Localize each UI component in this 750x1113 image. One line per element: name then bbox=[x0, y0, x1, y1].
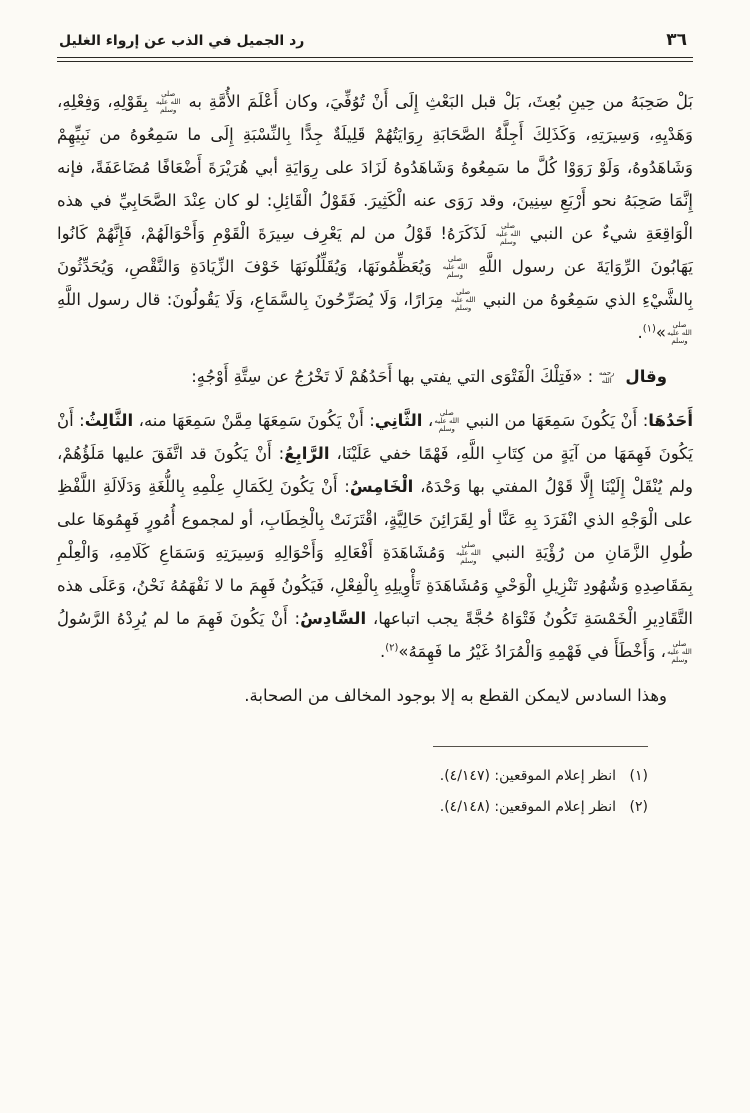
text-run: وقال bbox=[625, 366, 667, 386]
honorific-mark: صلى الله عليه وسلم bbox=[667, 639, 692, 665]
honorific-mark: صلى الله عليه وسلم bbox=[667, 320, 692, 346]
footnote-reference: (١) bbox=[642, 323, 656, 334]
text-run: مِرَارًا، وَلَا يُصَرِّحُونَ بِالسَّمَاعِ، وَلَا يَقُولُونَ: قال رسول اللَّهِ bbox=[57, 289, 450, 309]
text-run: وهذا السادس لايمكن القطع به إلا بوجود المخالف من الصحابة. bbox=[244, 685, 667, 705]
footnote-marker: (١) bbox=[629, 767, 648, 784]
page-number: ٣٦ bbox=[666, 30, 687, 50]
text-run: وَمُشَاهَدَةِ أَفْعَالِهِ وَأَحْوَالِهِ وَسِيرَتِهِ وَسَمَاعِ كَلَامِهِ، وَالْعِلْمِ بِمَقَاصِدِهِ وَشُهُودِ تَنْزِيلِ الْوَحْيِ وَمُشَاهَدَةِ تَأْوِيلِهِ بِالْفِعْلِ، فَيَكُونُ فَهِمَ ما لا نَفْهَمُهُ نَحْنُ، وَعَلَى هذه التَّقَادِيرِ الْخَمْسَةِ تَكُونُ فَتْوَاهُ حُجَّةً يجب اتباعها، bbox=[57, 542, 693, 628]
page-header bbox=[57, 30, 693, 50]
honorific-mark: صلى الله عليه وسلم bbox=[495, 221, 521, 247]
paragraph bbox=[57, 404, 693, 668]
text-run: . bbox=[637, 322, 643, 342]
honorific-mark: صلى الله عليه وسلم bbox=[434, 408, 460, 434]
text-run: : أَنْ يَكُونَ سَمِعَهَا من النبي bbox=[460, 410, 649, 430]
header-double-rule bbox=[57, 57, 693, 62]
footnotes-section bbox=[57, 746, 693, 823]
paragraph bbox=[57, 360, 693, 393]
text-run: الْخَامِسُ bbox=[349, 476, 414, 496]
text-run: ، وَأَخْطَأَ في فَهْمِهِ وَالْمُرَادُ غَيْرُ ما فَهِمَهُ» bbox=[398, 641, 666, 661]
footnote-reference: (٢) bbox=[385, 642, 399, 653]
text-run: . bbox=[379, 641, 386, 661]
text-run: بَلْ صَحِبَهُ من حِينِ بُعِثَ، بَلْ قبل البَعْثِ إِلَى أَنْ تُوُفِّيَ، وكان أَعْلَمَ الأُمَّةِ به bbox=[181, 91, 693, 111]
text-run: » bbox=[655, 322, 666, 342]
text-run: : «فَتِلْكَ الْفَتْوَى التي يفتي بها أَحَدُهُمْ لَا تَخْرُجُ عن سِتَّةِ أَوْجُهٍ: bbox=[191, 366, 594, 386]
honorific-mark: صلى الله عليه وسلم bbox=[442, 254, 468, 280]
text-run: وَيُعَظِّمُونَهَا، وَيُقَلِّلُونَهَا خَوْفَ الزِّيَادَةِ وَالنَّقْصِ، وَيُحَدِّثُونَ بِالشَّيْءِ الذي سَمِعُوهُ من النبي bbox=[57, 256, 693, 309]
paragraph bbox=[57, 85, 693, 349]
honorific-mark: صلى الله عليه وسلم bbox=[450, 287, 476, 313]
footnote-item bbox=[57, 792, 693, 823]
paragraph bbox=[57, 679, 693, 712]
text-run: أَحَدُهَا bbox=[648, 410, 693, 430]
honorific-mark: صلى الله عليه وسلم bbox=[456, 540, 481, 566]
text-run: : أَنْ يَكُونَ فَهِمَ ما لم يُرِدْهُ الرَّسُولُ bbox=[57, 608, 301, 628]
footnote-text: انظر إعلام الموقعين: (٤/١٤٨). bbox=[439, 798, 617, 815]
text-run: لَذَكَرَهُ! قَوْلُ من لم يَعْرِف سِيرَةَ الْقَوْمِ وَأَحْوَالَهُمْ، فَإِنَّهُمْ كَانُوا يَهَابُونَ الرِّوَايَةَ عن رسول اللَّهِ bbox=[57, 223, 693, 276]
text-run: السَّادِسُ bbox=[300, 608, 367, 628]
honorific-mark: رحمه الله bbox=[598, 368, 615, 385]
honorific-mark: صلى الله عليه وسلم bbox=[155, 89, 181, 115]
text-run: : أَنْ يَكُونَ سَمِعَهَا مِمَّنْ سَمِعَهَا منه، bbox=[133, 410, 375, 430]
footnote-item bbox=[57, 761, 693, 792]
text-run: : أَنْ يَكُونَ قد اتَّفَقَ عليها مَلَؤُهُمْ، ولم يُنْقَلْ إِلَيْنَا إِلَّا قَوْلُ المفتي بها وَحْدَهُ، bbox=[57, 443, 693, 496]
text-run: الثَّانِي bbox=[374, 410, 423, 430]
footnote-separator-rule bbox=[433, 746, 648, 747]
header-book-title: رد الجميل في الذب عن إرواء الغليل bbox=[59, 33, 305, 49]
text-run: : أَنْ يَكُونَ فَهِمَهَا من آيَةٍ من كِتَابِ اللَّهِ، فَهْمًا خفي عَلَيْنَا، bbox=[57, 410, 693, 463]
footnote-marker: (٢) bbox=[629, 798, 648, 815]
text-run: الثَّالِثُ bbox=[84, 410, 134, 430]
body-text bbox=[57, 85, 693, 712]
text-run: بِقَوْلِهِ، وَفِعْلِهِ، وَهَدْيِهِ، وَسِيرَتِهِ، وَكَذَلِكَ أَجِلَّةُ الصَّحَابَةِ رِوَايَتُهُمْ قَلِيلَةٌ جِدًّا بِالنِّسْبَةِ إِلَى ما سَمِعُوهُ من نَبِيِّهِمْ وَشَاهَدُوهُ، وَلَوْ رَوَوْا كُلَّ ما سَمِعُوهُ وَشَاهَدُوهُ لَزَادَ على رِوَايَةِ أبي هُرَيْرَةَ أَضْعَافًا مُضَاعَفَةً، فإنه إِنَّمَا صَحِبَهُ نحو أَرْبَعِ سِنِينَ، وقد رَوَى عنه الْكَثِيرَ. فَقَوْلُ الْقَائِلِ: لو كان عِنْدَ الصَّحَابِيِّ في هذه الْوَاقِعَةِ شيءٌ عن النبي bbox=[57, 91, 693, 243]
text-run: : أَنْ يَكُونَ لِكَمَالِ عِلْمِهِ بِاللُّغَةِ وَدَلَالَةِ اللَّفْظِ على الْوَجْهِ الذي انْفَرَدَ بِهِ عَنَّا أو لِقَرَائِنَ حَالِيَّةٍ، اقْتَرَنَتْ بِالْخِطَابِ، أو لمجموع أُمُورٍ فَهِمُوهَا على طُولِ الزَّمَانِ من رُؤْيَةِ النبي bbox=[57, 476, 693, 562]
text-run: الرَّابِعُ bbox=[284, 443, 330, 463]
footnote-text: انظر إعلام الموقعين: (٤/١٤٧). bbox=[439, 767, 617, 784]
text-run: ، bbox=[422, 410, 434, 430]
